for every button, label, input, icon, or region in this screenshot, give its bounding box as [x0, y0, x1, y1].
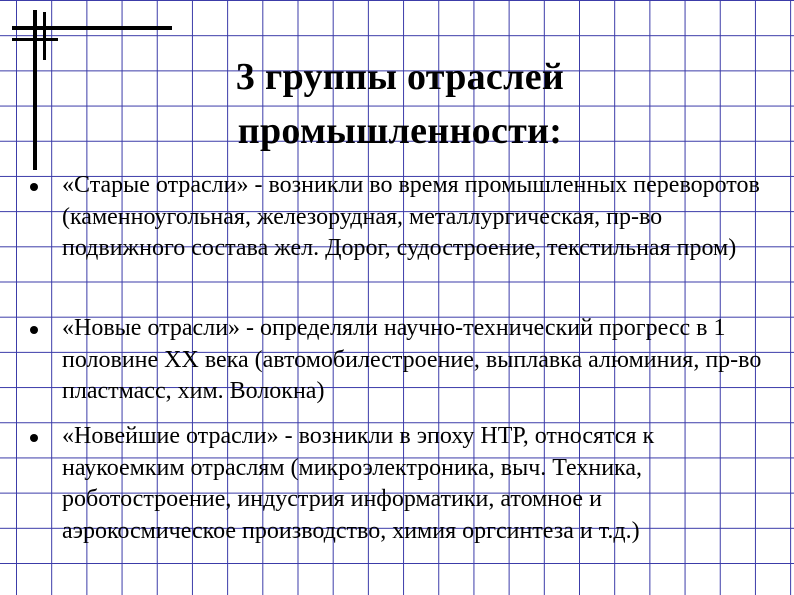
slide-title-line-2: промышленности: [237, 110, 563, 152]
slide-title-line-1: 3 группы отраслей [235, 56, 565, 98]
bullet-dot-icon [30, 183, 38, 191]
bullet-text: «Новые отрасли» - определяли научно-технический прогресс в 1 половине XX века (автомобилестроение, выплавка алюминия, пр-во пластмасс, хим. Волокна) [62, 315, 762, 404]
bullet-dot-icon [30, 434, 38, 442]
bullet-item-newest-industries [62, 421, 777, 547]
bullet-item-old-industries [62, 170, 777, 265]
bullet-dot-icon [30, 326, 38, 334]
bullet-text: «Старые отрасли» - возникли во время промышленных переворотов (каменноугольная, железорудная, металлургическая, пр-во подвижного состава жел. Дорог, судостроение, текстильная пром) [62, 172, 760, 261]
bullet-text: «Новейшие отрасли» - возникли в эпоху НТР, относятся к наукоемким отраслям (микроэлектроника, выч. Техника, роботостроение, индустрия информатики, атомное и аэрокосмическое производство, химия оргсинтеза и т.д.) [62, 423, 655, 544]
bullet-item-new-industries [62, 313, 777, 408]
